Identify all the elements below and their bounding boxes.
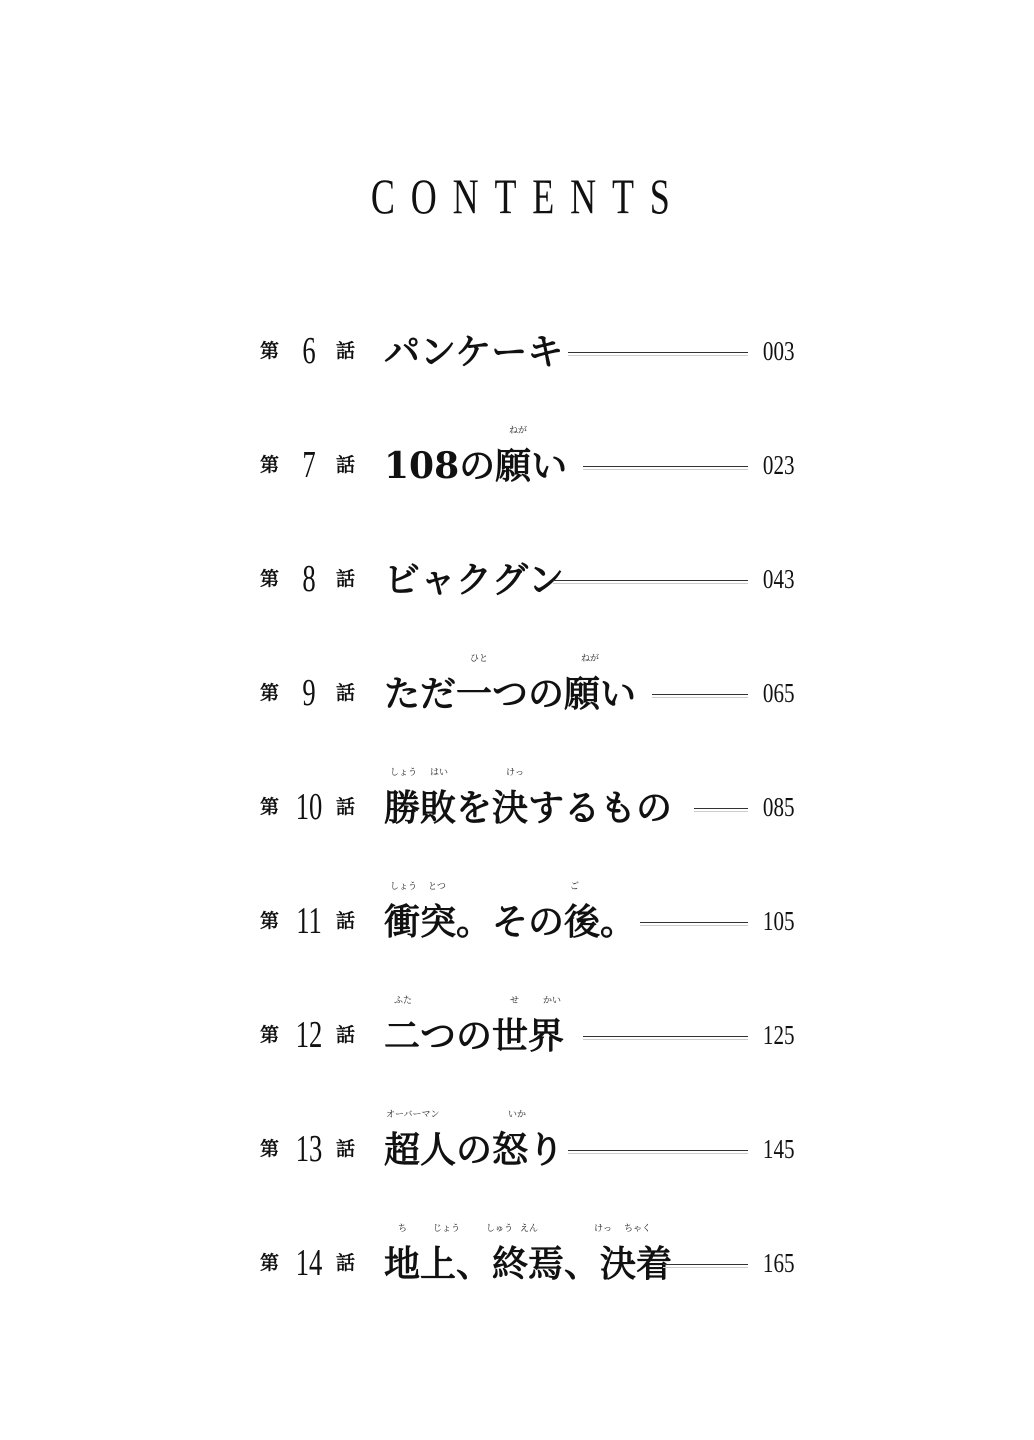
leader-line: [583, 1036, 748, 1037]
page-number: 105: [762, 906, 794, 936]
toc-entry-13[interactable]: [258, 1110, 798, 1180]
chapter-number: 11: [296, 900, 322, 942]
page-number: 065: [762, 678, 794, 708]
page-number: 165: [762, 1248, 794, 1278]
ruby-reading: かい: [543, 996, 562, 1006]
chapter-suffix: 話: [336, 340, 356, 362]
chapter-prefix: 第: [260, 682, 280, 704]
ruby-reading: じょう: [433, 1224, 461, 1234]
ruby-reading: オーバーマン: [386, 1110, 440, 1120]
ruby-reading: ち: [398, 1224, 408, 1234]
leader-line: [568, 1150, 748, 1151]
chapter-prefix: 第: [260, 454, 280, 476]
chapter-suffix: 話: [336, 1138, 356, 1160]
chapter-number: 6: [302, 330, 316, 372]
ruby-reading: けっ: [594, 1224, 613, 1234]
chapter-title: 超人の怒り: [384, 1129, 565, 1171]
chapter-number: 10: [295, 786, 323, 828]
leader-line: [694, 808, 748, 809]
chapter-suffix: 話: [336, 1024, 356, 1046]
leader-line: [568, 352, 748, 353]
leader-line: [553, 580, 748, 581]
page-number: 043: [762, 564, 794, 594]
ruby-reading: はい: [430, 768, 449, 778]
chapter-suffix: 話: [336, 568, 356, 590]
chapter-prefix: 第: [260, 1024, 280, 1046]
chapter-number: 8: [302, 558, 316, 600]
ruby-reading: いか: [508, 1110, 527, 1120]
ruby-reading: ねが: [581, 654, 600, 664]
leader-line: [583, 466, 748, 467]
toc-entry-9[interactable]: [258, 654, 798, 724]
page-number: 145: [762, 1134, 794, 1164]
chapter-title: ビャクグン: [384, 559, 565, 601]
chapter-title: 勝敗を決するもの: [384, 787, 673, 829]
chapter-suffix: 話: [336, 454, 356, 476]
chapter-number: 14: [295, 1242, 323, 1284]
chapter-title: パンケーキ: [384, 331, 564, 373]
ruby-reading: しょう: [390, 882, 418, 892]
ruby-reading: とつ: [428, 882, 446, 892]
chapter-suffix: 話: [336, 1252, 356, 1274]
page-number: 125: [762, 1020, 794, 1050]
ruby-reading: ちゃく: [624, 1224, 652, 1234]
ruby-reading: しょう: [390, 768, 418, 778]
chapter-prefix: 第: [260, 340, 280, 362]
ruby-reading: ご: [570, 882, 580, 892]
chapter-suffix: 話: [336, 682, 356, 704]
chapter-title: ただ一つの願い: [384, 673, 637, 715]
chapter-number: 13: [295, 1128, 323, 1170]
page-number: 023: [762, 450, 794, 480]
chapter-suffix: 話: [336, 910, 356, 932]
chapter-prefix: 第: [260, 910, 280, 932]
chapter-prefix: 第: [260, 568, 280, 590]
toc-entry-10[interactable]: [258, 768, 798, 838]
toc-entry-11[interactable]: [258, 882, 798, 952]
chapter-title: 二つの世界: [384, 1015, 565, 1057]
toc-entry-14[interactable]: [258, 1224, 798, 1294]
ruby-reading: ひと: [470, 654, 489, 664]
page-number: 085: [762, 792, 794, 822]
ruby-reading: ふた: [394, 996, 413, 1006]
chapter-prefix: 第: [260, 1252, 280, 1274]
page-number: 003: [762, 336, 794, 366]
leader-line: [663, 1264, 748, 1265]
chapter-number: 9: [302, 672, 316, 714]
chapter-prefix: 第: [260, 796, 280, 818]
ruby-reading: ねが: [509, 426, 528, 436]
leader-line: [640, 922, 748, 923]
toc-entry-12[interactable]: [258, 996, 798, 1066]
ruby-reading: えん: [520, 1224, 539, 1234]
page-title: CONTENTS: [370, 168, 686, 224]
chapter-title: 地上、終焉、決着: [384, 1243, 673, 1285]
chapter-number: 7: [302, 444, 316, 486]
toc-entry-6[interactable]: [258, 322, 798, 382]
chapter-number: 12: [295, 1014, 323, 1056]
leader-line: [652, 694, 748, 695]
chapter-suffix: 話: [336, 796, 356, 818]
chapter-prefix: 第: [260, 1138, 280, 1160]
toc-entry-8[interactable]: [258, 550, 798, 610]
ruby-reading: せ: [510, 996, 520, 1006]
ruby-reading: けっ: [506, 768, 525, 778]
ruby-reading: しゅう: [486, 1224, 514, 1234]
chapter-title: 衝突。その後。: [384, 901, 637, 943]
chapter-title: 108の願い: [384, 445, 568, 487]
toc-entry-7[interactable]: [258, 426, 798, 496]
